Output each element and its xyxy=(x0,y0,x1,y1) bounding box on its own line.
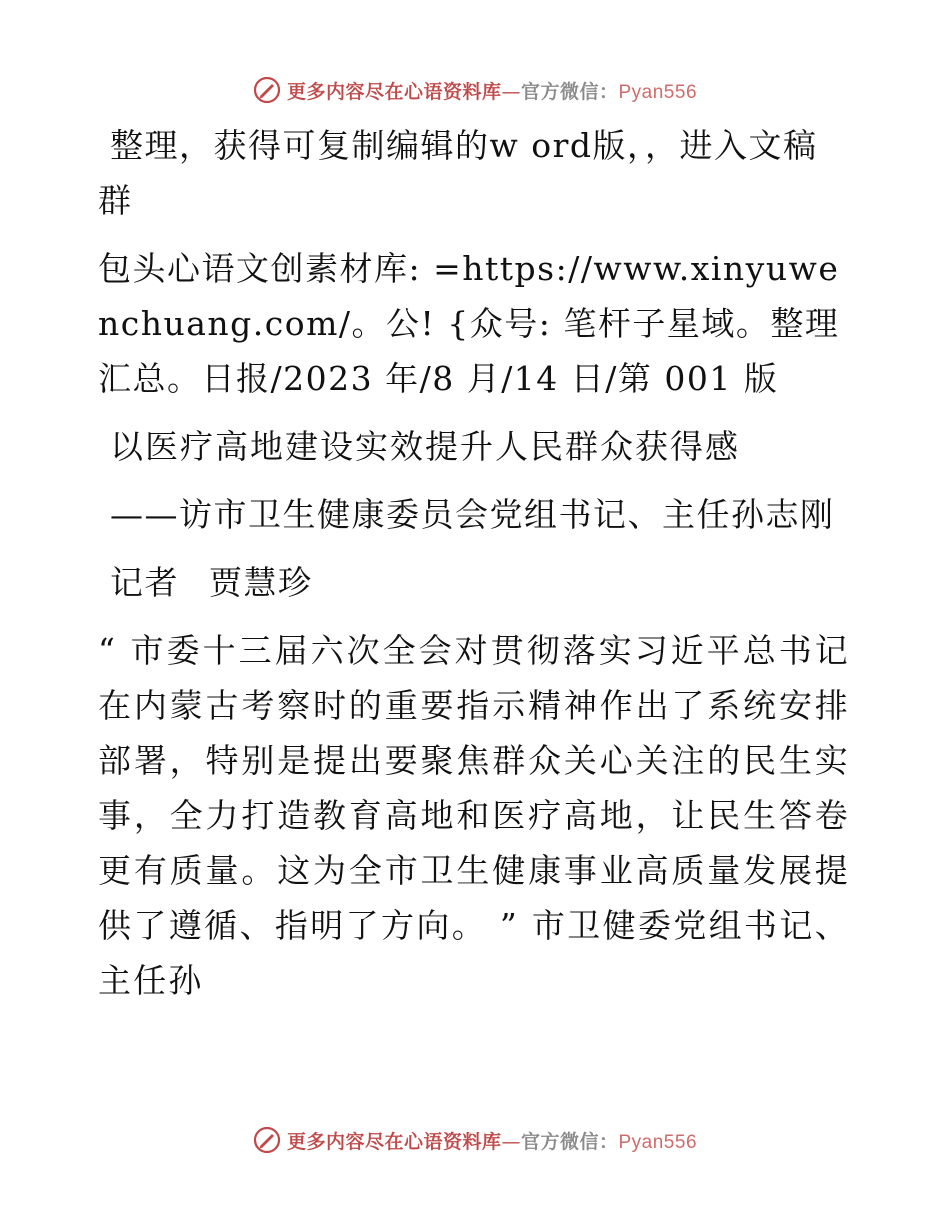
article-byline: 记者 贾慧珍 xyxy=(110,563,313,602)
banner-separator: — xyxy=(501,80,521,103)
source-paragraph: 包头心语文创素材库: =https://www.xinyuwenchuang.com/。公! {众号: 笔杆子星域。整理汇总。日报/2023 年/8 月/14 日/第 001 版 xyxy=(98,249,840,398)
article-body-paragraph: “ 市委十三届六次全会对贯彻落实习近平总书记在内蒙古考察时的重要指示精神作出了系统安排部署，特别是提出要聚焦群众关心关注的民生实事，全力打造教育高地和医疗高地，让民生答卷更有质量。这为全市卫生健康事业高质量发展提供了遵循、指明了方向。 ” 市卫健委党组书记、主任孙 xyxy=(98,631,850,1000)
banner-main-text: 更多内容尽在心语资料库 xyxy=(286,1130,502,1153)
footer-watermark-banner xyxy=(0,1120,950,1160)
banner-wechat-id: Pyan556 xyxy=(618,1131,698,1153)
banner-text xyxy=(287,1127,697,1154)
banner-main-text: 更多内容尽在心语资料库 xyxy=(286,80,502,103)
banner-wechat-id: Pyan556 xyxy=(618,81,698,103)
article-subtitle: ——访市卫生健康委员会党组书记、主任孙志刚 xyxy=(110,495,835,534)
article-title: 以医疗高地建设实效提升人民群众获得感 xyxy=(110,427,740,466)
pen-logo-icon xyxy=(253,1126,281,1154)
header-watermark-banner xyxy=(0,70,950,110)
intro-paragraph: 整理，获得可复制编辑的w ord版，，进入文稿群 xyxy=(98,126,818,220)
banner-separator: — xyxy=(501,1130,521,1153)
document-body xyxy=(98,118,850,1021)
pen-logo-icon xyxy=(253,76,281,104)
banner-wechat-label: 官方微信： xyxy=(520,80,619,103)
banner-wechat-label: 官方微信： xyxy=(520,1130,619,1153)
banner-text xyxy=(287,77,697,104)
